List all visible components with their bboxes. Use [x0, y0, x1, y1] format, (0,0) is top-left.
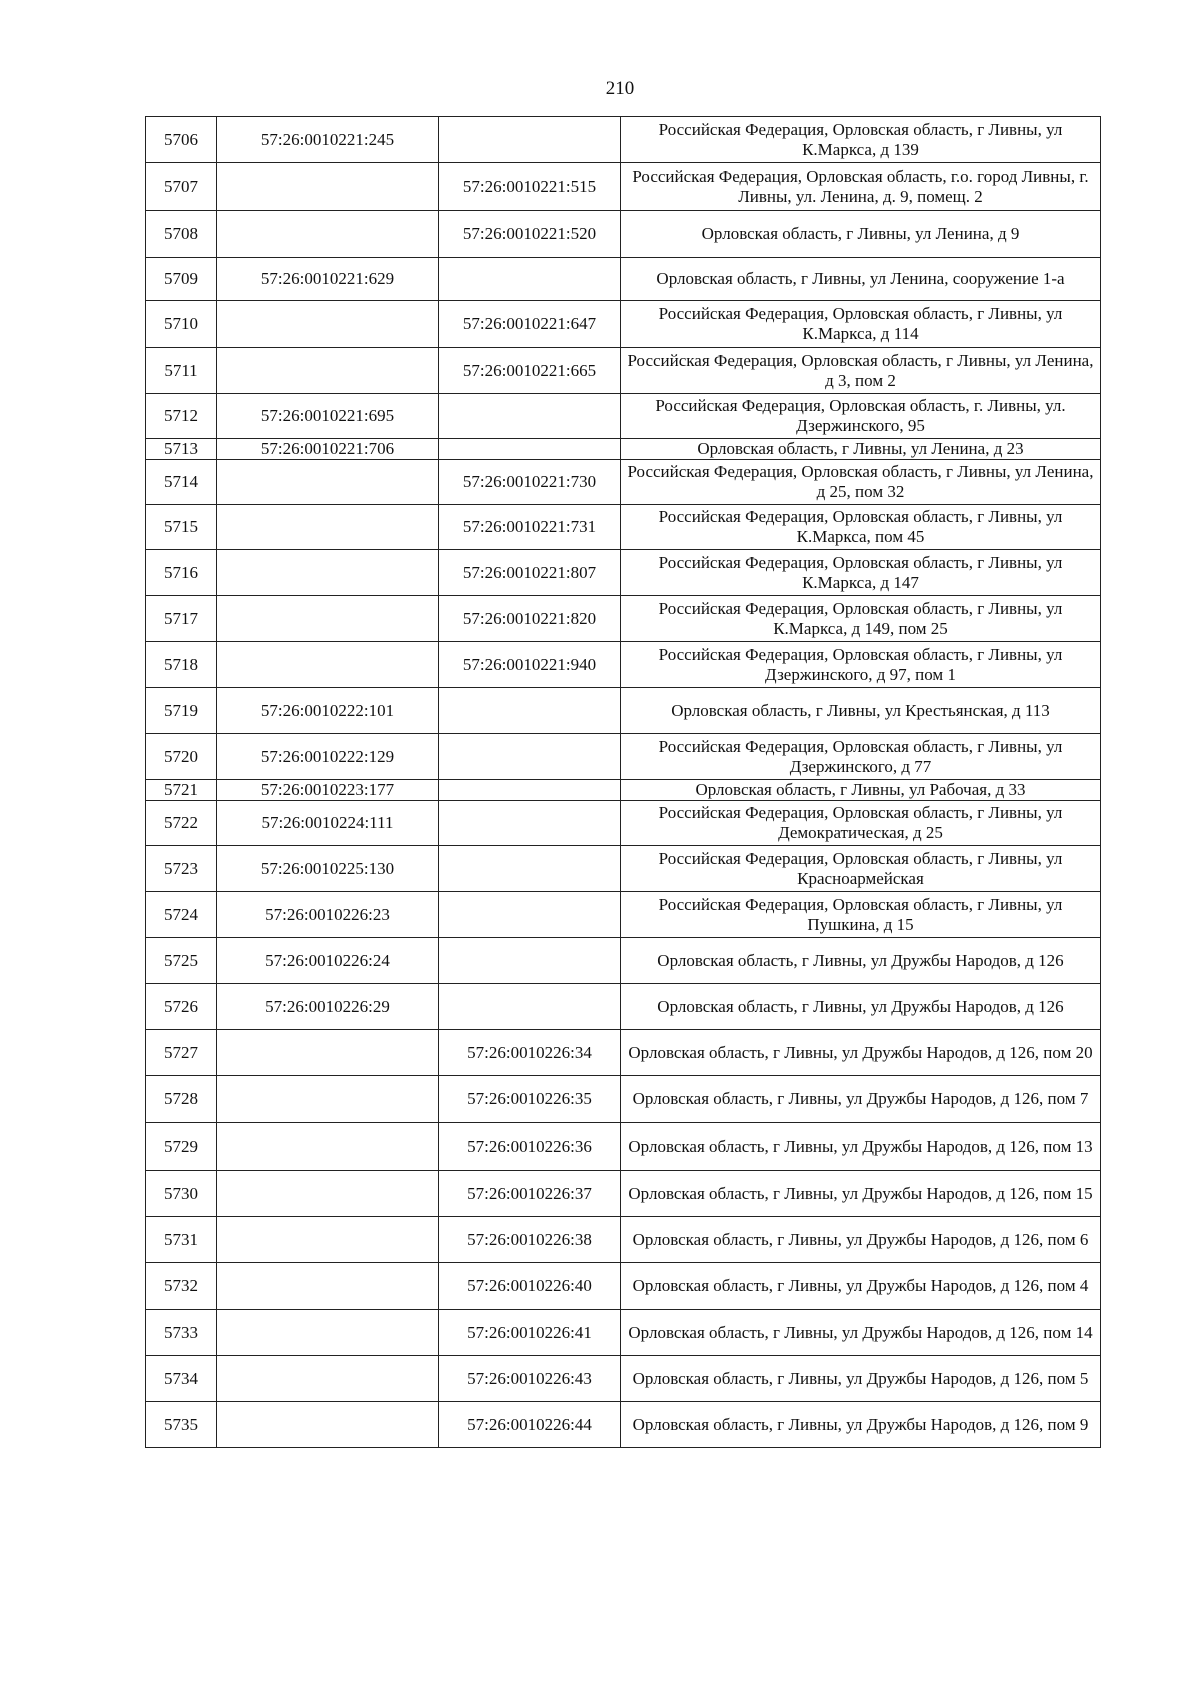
address-cell: Орловская область, г Ливны, ул Дружбы Народов, д 126: [621, 938, 1101, 984]
cadastral-number-a-cell: 57:26:0010226:23: [217, 892, 439, 938]
row-number-cell: 5731: [146, 1217, 217, 1263]
row-number-cell: 5729: [146, 1123, 217, 1171]
table-row: [146, 1171, 1101, 1217]
cadastral-number-b-cell: [439, 688, 621, 734]
row-number-cell: 5734: [146, 1356, 217, 1402]
cadastral-number-b-cell: [439, 734, 621, 780]
cadastral-number-a-cell: [217, 1402, 439, 1448]
table-row: [146, 780, 1101, 801]
address-cell: Российская Федерация, Орловская область, г.о. город Ливны, г. Ливны, ул. Ленина, д. 9, помещ. 2: [621, 163, 1101, 211]
cadastral-number-a-cell: 57:26:0010222:101: [217, 688, 439, 734]
cadastral-number-b-cell: [439, 801, 621, 846]
row-number-cell: 5716: [146, 550, 217, 596]
row-number-cell: 5724: [146, 892, 217, 938]
table-row: [146, 892, 1101, 938]
table-row: [146, 846, 1101, 892]
address-cell: Российская Федерация, Орловская область, г Ливны, ул К.Маркса, д 114: [621, 301, 1101, 348]
cadastral-number-a-cell: 57:26:0010221:695: [217, 394, 439, 439]
cadastral-number-a-cell: [217, 460, 439, 505]
row-number-cell: 5713: [146, 439, 217, 460]
page-number: 210: [605, 78, 635, 99]
cadastral-number-b-cell: 57:26:0010226:37: [439, 1171, 621, 1217]
cadastral-number-b-cell: 57:26:0010226:38: [439, 1217, 621, 1263]
registry-table-body: [146, 117, 1101, 1448]
cadastral-number-a-cell: [217, 1310, 439, 1356]
row-number-cell: 5715: [146, 505, 217, 550]
table-row: [146, 1356, 1101, 1402]
cadastral-number-b-cell: 57:26:0010226:35: [439, 1076, 621, 1123]
cadastral-number-a-cell: [217, 642, 439, 688]
table-row: [146, 1402, 1101, 1448]
address-cell: Орловская область, г Ливны, ул Дружбы Народов, д 126, пом 9: [621, 1402, 1101, 1448]
address-cell: Российская Федерация, Орловская область, г Ливны, ул Демократическая, д 25: [621, 801, 1101, 846]
cadastral-number-a-cell: [217, 1217, 439, 1263]
address-cell: Орловская область, г Ливны, ул Дружбы Народов, д 126, пом 14: [621, 1310, 1101, 1356]
cadastral-number-a-cell: [217, 1171, 439, 1217]
cadastral-number-b-cell: 57:26:0010221:731: [439, 505, 621, 550]
registry-table: [145, 116, 1101, 1448]
address-cell: Российская Федерация, Орловская область, г Ливны, ул К.Маркса, д 149, пом 25: [621, 596, 1101, 642]
address-cell: Российская Федерация, Орловская область, г Ливны, ул Ленина, д 25, пом 32: [621, 460, 1101, 505]
cadastral-number-a-cell: 57:26:0010222:129: [217, 734, 439, 780]
cadastral-number-a-cell: 57:26:0010221:245: [217, 117, 439, 163]
address-cell: Орловская область, г Ливны, ул Дружбы Народов, д 126, пом 20: [621, 1030, 1101, 1076]
cadastral-number-b-cell: [439, 258, 621, 301]
cadastral-number-a-cell: [217, 163, 439, 211]
row-number-cell: 5725: [146, 938, 217, 984]
cadastral-number-a-cell: [217, 348, 439, 394]
table-row: [146, 163, 1101, 211]
cadastral-number-a-cell: [217, 301, 439, 348]
cadastral-number-b-cell: [439, 846, 621, 892]
row-number-cell: 5712: [146, 394, 217, 439]
cadastral-number-a-cell: [217, 550, 439, 596]
table-row: [146, 258, 1101, 301]
table-row: [146, 596, 1101, 642]
address-cell: Орловская область, г Ливны, ул Рабочая, д 33: [621, 780, 1101, 801]
table-row: [146, 642, 1101, 688]
cadastral-number-a-cell: [217, 1030, 439, 1076]
row-number-cell: 5714: [146, 460, 217, 505]
address-cell: Орловская область, г Ливны, ул Дружбы Народов, д 126, пом 4: [621, 1263, 1101, 1310]
address-cell: Российская Федерация, Орловская область, г Ливны, ул К.Маркса, д 139: [621, 117, 1101, 163]
row-number-cell: 5722: [146, 801, 217, 846]
address-cell: Орловская область, г Ливны, ул Дружбы Народов, д 126, пом 7: [621, 1076, 1101, 1123]
cadastral-number-b-cell: [439, 394, 621, 439]
cadastral-number-b-cell: 57:26:0010226:43: [439, 1356, 621, 1402]
cadastral-number-b-cell: [439, 892, 621, 938]
row-number-cell: 5706: [146, 117, 217, 163]
row-number-cell: 5730: [146, 1171, 217, 1217]
cadastral-number-a-cell: 57:26:0010224:111: [217, 801, 439, 846]
row-number-cell: 5721: [146, 780, 217, 801]
address-cell: Орловская область, г Ливны, ул Ленина, сооружение 1-а: [621, 258, 1101, 301]
cadastral-number-b-cell: 57:26:0010226:41: [439, 1310, 621, 1356]
address-cell: Орловская область, г Ливны, ул Крестьянская, д 113: [621, 688, 1101, 734]
table-row: [146, 1030, 1101, 1076]
table-row: [146, 348, 1101, 394]
cadastral-number-a-cell: 57:26:0010226:24: [217, 938, 439, 984]
table-row: [146, 550, 1101, 596]
row-number-cell: 5723: [146, 846, 217, 892]
address-cell: Орловская область, г Ливны, ул Дружбы Народов, д 126, пом 15: [621, 1171, 1101, 1217]
cadastral-number-b-cell: 57:26:0010221:730: [439, 460, 621, 505]
row-number-cell: 5708: [146, 211, 217, 258]
row-number-cell: 5728: [146, 1076, 217, 1123]
cadastral-number-b-cell: 57:26:0010221:807: [439, 550, 621, 596]
cadastral-number-b-cell: [439, 117, 621, 163]
cadastral-number-a-cell: 57:26:0010221:629: [217, 258, 439, 301]
cadastral-number-a-cell: 57:26:0010226:29: [217, 984, 439, 1030]
address-cell: Российская Федерация, Орловская область, г Ливны, ул Красноармейская: [621, 846, 1101, 892]
table-row: [146, 1310, 1101, 1356]
row-number-cell: 5717: [146, 596, 217, 642]
row-number-cell: 5735: [146, 1402, 217, 1448]
address-cell: Орловская область, г Ливны, ул Ленина, д 23: [621, 439, 1101, 460]
address-cell: Российская Федерация, Орловская область, г Ливны, ул Пушкина, д 15: [621, 892, 1101, 938]
address-cell: Орловская область, г Ливны, ул Дружбы Народов, д 126, пом 6: [621, 1217, 1101, 1263]
row-number-cell: 5711: [146, 348, 217, 394]
cadastral-number-b-cell: 57:26:0010221:647: [439, 301, 621, 348]
row-number-cell: 5720: [146, 734, 217, 780]
cadastral-number-b-cell: [439, 439, 621, 460]
row-number-cell: 5710: [146, 301, 217, 348]
cadastral-number-b-cell: 57:26:0010226:34: [439, 1030, 621, 1076]
table-row: [146, 460, 1101, 505]
table-row: [146, 984, 1101, 1030]
cadastral-number-b-cell: [439, 984, 621, 1030]
row-number-cell: 5707: [146, 163, 217, 211]
cadastral-number-b-cell: 57:26:0010226:36: [439, 1123, 621, 1171]
cadastral-number-a-cell: 57:26:0010223:177: [217, 780, 439, 801]
cadastral-number-a-cell: 57:26:0010221:706: [217, 439, 439, 460]
table-row: [146, 938, 1101, 984]
address-cell: Российская Федерация, Орловская область, г. Ливны, ул. Дзержинского, 95: [621, 394, 1101, 439]
cadastral-number-a-cell: [217, 1123, 439, 1171]
address-cell: Российская Федерация, Орловская область, г Ливны, ул К.Маркса, пом 45: [621, 505, 1101, 550]
table-row: [146, 688, 1101, 734]
address-cell: Российская Федерация, Орловская область, г Ливны, ул Ленина, д 3, пом 2: [621, 348, 1101, 394]
address-cell: Российская Федерация, Орловская область, г Ливны, ул Дзержинского, д 97, пом 1: [621, 642, 1101, 688]
address-cell: Орловская область, г Ливны, ул Дружбы Народов, д 126, пом 13: [621, 1123, 1101, 1171]
cadastral-number-b-cell: 57:26:0010226:40: [439, 1263, 621, 1310]
row-number-cell: 5718: [146, 642, 217, 688]
cadastral-number-b-cell: 57:26:0010221:665: [439, 348, 621, 394]
address-cell: Российская Федерация, Орловская область, г Ливны, ул Дзержинского, д 77: [621, 734, 1101, 780]
table-row: [146, 1263, 1101, 1310]
cadastral-number-b-cell: 57:26:0010221:940: [439, 642, 621, 688]
cadastral-number-a-cell: [217, 1263, 439, 1310]
table-row: [146, 1123, 1101, 1171]
cadastral-number-b-cell: 57:26:0010221:520: [439, 211, 621, 258]
row-number-cell: 5719: [146, 688, 217, 734]
address-cell: Орловская область, г Ливны, ул Дружбы Народов, д 126, пом 5: [621, 1356, 1101, 1402]
table-row: [146, 439, 1101, 460]
cadastral-number-a-cell: [217, 1356, 439, 1402]
table-row: [146, 734, 1101, 780]
cadastral-number-a-cell: 57:26:0010225:130: [217, 846, 439, 892]
table-row: [146, 505, 1101, 550]
table-row: [146, 1076, 1101, 1123]
row-number-cell: 5733: [146, 1310, 217, 1356]
row-number-cell: 5727: [146, 1030, 217, 1076]
cadastral-number-a-cell: [217, 1076, 439, 1123]
row-number-cell: 5726: [146, 984, 217, 1030]
cadastral-number-b-cell: 57:26:0010221:820: [439, 596, 621, 642]
address-cell: Российская Федерация, Орловская область, г Ливны, ул К.Маркса, д 147: [621, 550, 1101, 596]
cadastral-number-a-cell: [217, 505, 439, 550]
cadastral-number-b-cell: 57:26:0010226:44: [439, 1402, 621, 1448]
address-cell: Орловская область, г Ливны, ул Дружбы Народов, д 126: [621, 984, 1101, 1030]
table-row: [146, 394, 1101, 439]
table-row: [146, 801, 1101, 846]
cadastral-number-b-cell: [439, 780, 621, 801]
cadastral-number-b-cell: 57:26:0010221:515: [439, 163, 621, 211]
table-row: [146, 301, 1101, 348]
row-number-cell: 5709: [146, 258, 217, 301]
address-cell: Орловская область, г Ливны, ул Ленина, д 9: [621, 211, 1101, 258]
cadastral-number-a-cell: [217, 596, 439, 642]
table-row: [146, 211, 1101, 258]
cadastral-number-a-cell: [217, 211, 439, 258]
table-row: [146, 1217, 1101, 1263]
cadastral-number-b-cell: [439, 938, 621, 984]
table-row: [146, 117, 1101, 163]
row-number-cell: 5732: [146, 1263, 217, 1310]
